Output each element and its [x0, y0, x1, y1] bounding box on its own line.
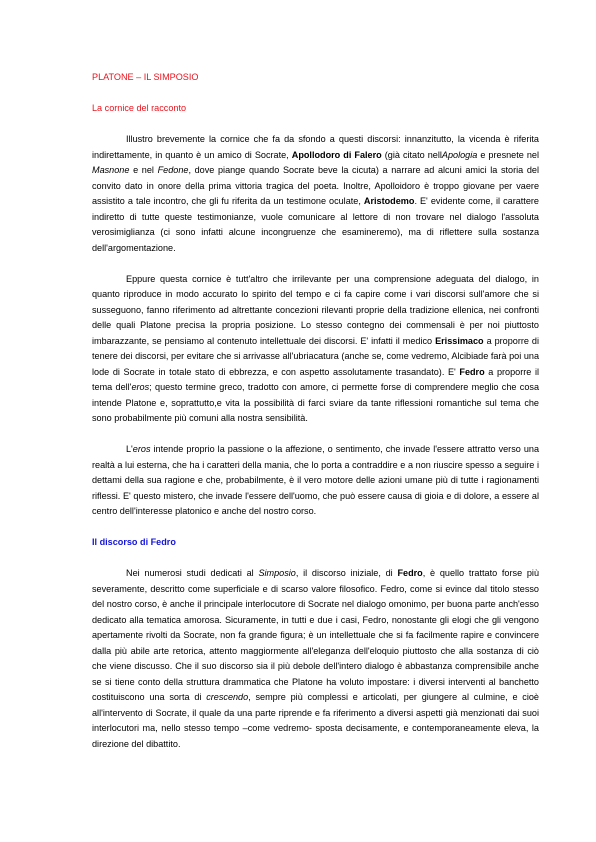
text-run: , il discorso iniziale, di: [295, 568, 398, 578]
bold-name: Fedro: [459, 366, 485, 377]
paragraph: [92, 132, 539, 256]
text-run: Nei numerosi studi dedicati al: [126, 568, 259, 578]
paragraph: [92, 566, 539, 752]
document-title: PLATONE – IL SIMPOSIO: [92, 72, 199, 82]
paragraph: [92, 442, 539, 520]
italic-term: crescendo: [206, 692, 249, 702]
text-run: L': [126, 444, 133, 454]
text-run: . E' evidente come, il carattere indiretto di tutte queste testimonianze, vuole comunicare al lettore di non trovare nel dialogo l'assoluta verosimiglianza (ci sono infatti alcune incongruenze che esamineremo), ma di riflettere sulla sostanza dell'argomentazione.: [92, 196, 539, 253]
text-run: Eppure questa cornice è tutt'altro che irrilevante per una comprensione adeguata del dialogo, in quanto riproduce in modo accurato lo spirito del tempo e ci fa capire come i vari discorsi sull'amore che si susseguono, fanno riferimento ad altrettante concezioni rilevanti proprie della tradizione ellenica, nei confronti delle quali Platone precisa la propria posizione. Lo stesso contegno dei commensali è per noi piuttosto imbarazzante, se pensiamo al contenuto intellettuale dei discorsi. E' infatti il medico: [92, 273, 539, 346]
text-run: intende proprio la passione o la affezione, o sentimento, che invade l'essere attratto verso una realtà a lui esterna, che ha i caratteri della mania, che lo porta a contraddire e a non riuscire spesso a seguire i dettami della sua ragione e che, probabilmente, è il vero motore delle azioni umane più di tutte i ragionamenti riflessi. E' questo mistero, che invade l'essere dell'uomo, che può essere causa di gioia e di dolore, a essere al centro dell'interesse platonico e anche del nostro corso.: [92, 444, 539, 516]
italic-term: Simposio: [258, 568, 296, 578]
text-run: , dove piange quando Socrate beve la cicuta) a narrare ad alcuni amici la storia del convito dato in onore della prima vittoria tragica del poeta. Inoltre, Apolloidoro è troppo giovane per vaere assistito a tale incontro, che gli fu riferita da un testimone oculate,: [92, 165, 540, 206]
italic-term: eros: [131, 382, 150, 392]
section-fedro-paragraphs: [92, 566, 539, 752]
section-subtitle-cornice: La cornice del racconto: [92, 103, 187, 113]
text-run: , sempre più complessi e articolati, per giungere al culmine, e cioè all'intervento di Socrate, il quale da una parte riprende e fa riferimento a diversi aspetti già menzionati dai suoi interlocutori ma, nello stesso tempo –come vedremo- sposta decisamente, e contemporaneamente eleva, la direzione del dibattito.: [92, 692, 539, 749]
paragraph: [92, 272, 539, 427]
italic-term: eros: [132, 444, 151, 454]
bold-name: Erissimaco: [435, 335, 484, 346]
bold-name: Apollodoro di Falero: [291, 149, 382, 160]
italic-term: Apologia: [441, 149, 478, 160]
text-run: , è quello trattato forse più severamente, descritto come superficiale e di scarso valore filosofico. Fedro, come si evince dal titolo stesso del nostro corso, è anche il principale interlocutore di Socrate nel dialogo omonimo, per buona parte anch'esso dedicato alla tematica amorosa. Sicuramente, in tutti e due i casi, Fedro, nonostante gli elogi che gli vengono apertamente rivolti da Socrate, non fa grande figura; è un intellettuale che si fa facilmente rapire e convincere dalla più abile arte retorica, attento maggiormente all'eleganza dell'eloquio piuttosto che alla sostanza di ciò che viene discusso. Che il suo discorso sia il più debole dell'intero dialogo è abbastanza comprensibile anche se si tiene conto della struttura drammatica che Platone ha voluto impostare: i diversi interventi al banchetto costituiscono una sorta di: [92, 568, 540, 702]
text-run: (già citato nell: [381, 149, 442, 160]
text-run: e nel: [129, 165, 158, 175]
bold-name: Aristodemo: [363, 196, 415, 206]
italic-term: Masnone: [92, 165, 130, 175]
document-body: [92, 70, 539, 768]
text-run: ; questo termine greco, tradotto con amore, ci permette forse di comprendere meglio che cosa intende Platone e, soprattutto,e vita la possibilità di farci sviare da tante riflessioni romantiche sul tema che sono probabilmente più comuni alla nostra sensibilità.: [92, 382, 540, 423]
italic-term: Fedone: [157, 165, 189, 175]
text-run: a proporre di tenere dei discorsi, per evitare che si arrivasse all'ubriacatura (anche se, come vedremo, Alcibiade farà poi una lode di Socrate in totale stato di ebbrezza, e con aspetto assolutamente trasandato). E': [92, 335, 539, 377]
section-cornice-paragraphs: [92, 132, 539, 520]
section-heading-fedro: Il discorso di Fedro: [92, 537, 176, 547]
text-run: Illustro brevemente la cornice che fa da sfondo a questi discorsi: innanzitutto, la vicenda è riferita indirettamente, in quanto è un amico di Socrate,: [92, 134, 539, 160]
text-run: e presnete nel: [477, 149, 539, 160]
text-run: a proporre il tema dell': [92, 366, 539, 392]
bold-name: Fedro: [397, 568, 423, 578]
